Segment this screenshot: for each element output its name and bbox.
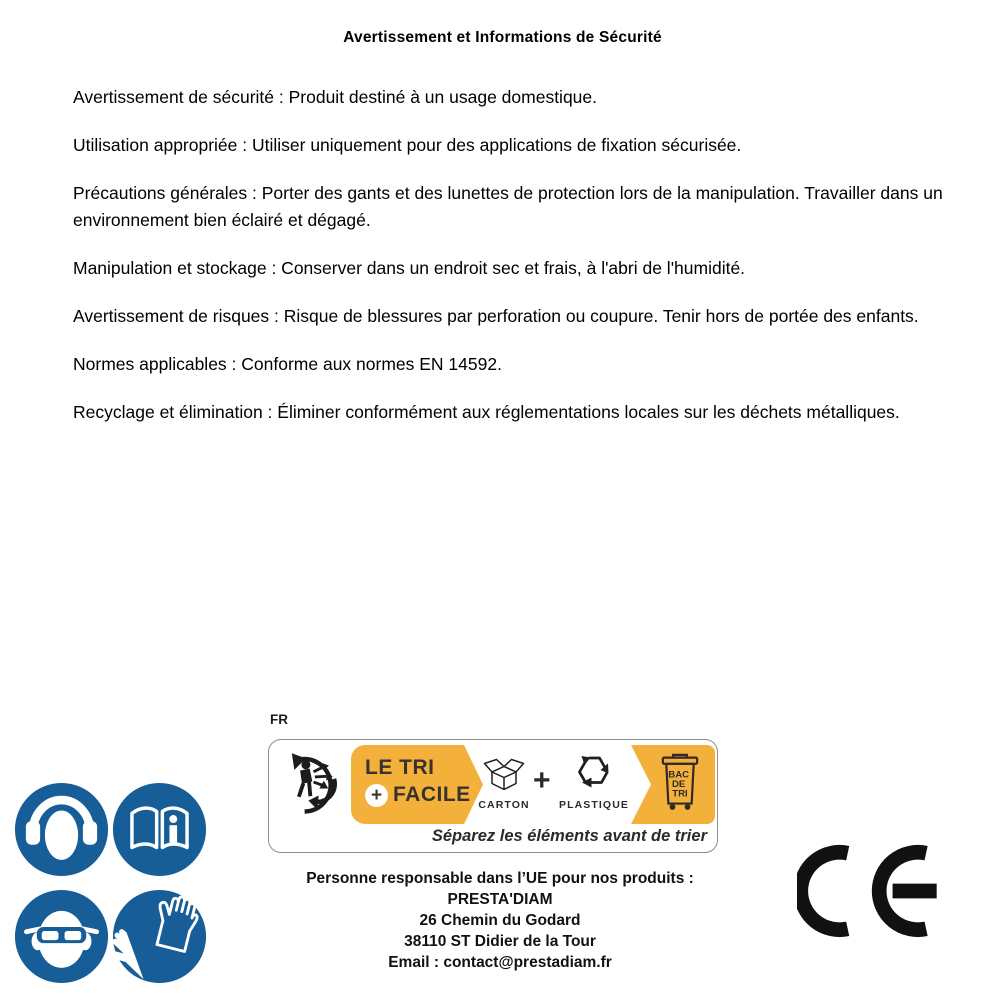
wear-eye-protection-icon — [14, 889, 109, 984]
material-label-carton: CARTON — [478, 799, 530, 811]
paragraph-handling-storage: Manipulation et stockage : Conserver dans un endroit sec et frais, à l'abri de l'humidité. — [73, 258, 746, 278]
plus-badge: + — [365, 784, 388, 807]
paragraph-standards: Normes applicables : Conforme aux normes EN 14592. — [73, 354, 502, 374]
info-tri-recycling-banner — [268, 739, 718, 853]
paragraph-appropriate-use: Utilisation appropriée : Utiliser uniquement pour des applications de fixation sécurisée. — [73, 135, 742, 155]
headline-line2: FACILE — [393, 783, 471, 806]
bin-line-3: TRI — [672, 788, 688, 800]
paragraph-safety-warning: Avertissement de sécurité : Produit destiné à un usage domestique. — [73, 87, 598, 107]
bin-line-2: DE — [672, 779, 686, 791]
paragraph-risk-warning: Avertissement de risques : Risque de blessures par perforation ou coupure. Tenir hors de portée des enfants. — [73, 306, 919, 326]
le-tri-facile-headline — [365, 756, 471, 807]
headline-line1: LE TRI — [365, 756, 435, 779]
sorting-bin-icon — [656, 748, 704, 818]
contact-email: Email : contact@prestadiam.fr — [388, 954, 612, 971]
company-name: PRESTA'DIAM — [447, 891, 553, 908]
cardboard-box-icon — [475, 750, 533, 800]
ce-marking-icon — [797, 842, 947, 940]
material-label-plastique: PLASTIQUE — [559, 799, 629, 811]
country-code-label: FR — [270, 712, 288, 727]
svg-text:BAC DE TRI — [668, 770, 691, 800]
materials-plus-sign: + — [533, 764, 551, 797]
address-line-1: 26 Chemin du Godard — [419, 912, 581, 929]
paragraph-general-precautions: Précautions générales : Porter des gants et des lunettes de protection lors de la manipulation. Travailler dans un environnement bien éclairé et dégagé. — [73, 183, 943, 230]
safety-paragraphs — [73, 84, 966, 447]
responsible-person-block — [250, 868, 750, 973]
wear-protective-gloves-icon — [112, 889, 207, 984]
wear-ear-protection-icon — [14, 782, 109, 877]
address-line-2: 38110 ST Didier de la Tour — [404, 933, 596, 950]
responsible-intro: Personne responsable dans l’UE pour nos produits : — [306, 870, 694, 887]
recycling-triangle-icon — [567, 750, 619, 800]
page-title: Avertissement et Informations de Sécurité — [343, 29, 662, 46]
sorting-instruction: Séparez les éléments avant de trier — [431, 827, 707, 845]
read-instruction-manual-icon — [112, 782, 207, 877]
triman-recycling-logo — [279, 748, 343, 820]
mandatory-safety-icons — [14, 782, 210, 994]
paragraph-recycling: Recyclage et élimination : Éliminer conformément aux réglementations locales sur les déchets métalliques. — [73, 402, 900, 422]
bin-line-1: BAC — [668, 769, 690, 781]
